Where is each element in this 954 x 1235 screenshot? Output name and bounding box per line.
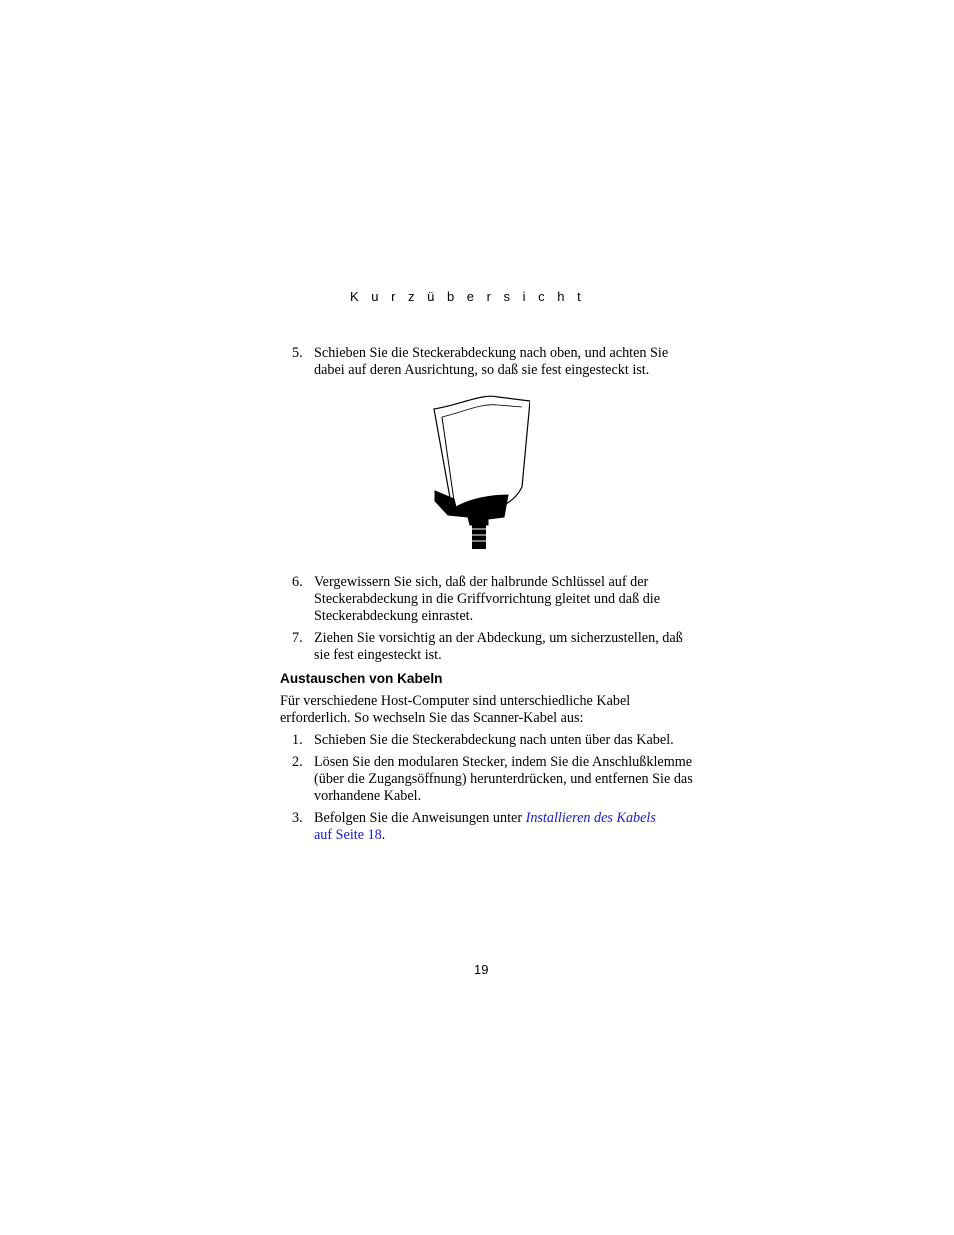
step-2 bbox=[280, 754, 700, 805]
step-text bbox=[314, 810, 700, 844]
page-content bbox=[280, 345, 700, 844]
step-5 bbox=[280, 345, 700, 379]
step-3 bbox=[280, 810, 700, 844]
step-text-before: Befolgen Sie die Anweisungen unter bbox=[314, 810, 526, 826]
step-number: 7. bbox=[292, 630, 303, 646]
step-7 bbox=[280, 630, 700, 664]
step-1 bbox=[280, 732, 700, 749]
section-heading: Austauschen von Kabeln bbox=[280, 671, 443, 686]
step-text: Lösen Sie den modularen Stecker, indem Sie die Anschlußklemme (über die Zugangsöffnung) herunterdrücken, und entfernen Sie das vorhandene Kabel. bbox=[314, 754, 693, 804]
page-number: 19 bbox=[474, 962, 489, 977]
step-text: Vergewissern Sie sich, daß der halbrunde Schlüssel auf der Steckerabdeckung in die Griffvorrichtung gleitet und daß die Steckerabdeckung einrastet. bbox=[314, 574, 661, 624]
step-6 bbox=[280, 574, 700, 625]
connector-cover-drawing bbox=[430, 395, 530, 551]
step-number: 5. bbox=[292, 345, 303, 361]
step-text: Schieben Sie die Steckerabdeckung nach unten über das Kabel. bbox=[314, 732, 674, 748]
step-number: 6. bbox=[292, 574, 303, 590]
step-number: 2. bbox=[292, 754, 303, 770]
running-header: Kurzübersicht bbox=[350, 289, 594, 304]
page-reference-link[interactable]: auf Seite 18 bbox=[314, 827, 382, 843]
step-number: 3. bbox=[292, 810, 303, 826]
install-cable-link[interactable]: Installieren des Kabels bbox=[525, 810, 656, 826]
step-text: Schieben Sie die Steckerabdeckung nach oben, und achten Sie dabei auf deren Ausrichtung, so daß sie fest eingesteckt ist. bbox=[314, 345, 669, 378]
section-intro: Für verschiedene Host-Computer sind unterschiedliche Kabel erforderlich. So wechseln Sie das Scanner-Kabel aus: bbox=[280, 693, 631, 726]
step-number: 1. bbox=[292, 732, 303, 748]
step-text: Ziehen Sie vorsichtig an der Abdeckung, um sicherzustellen, daß sie fest eingesteckt ist. bbox=[314, 630, 683, 663]
connector-cover-illustration bbox=[280, 395, 700, 555]
step-text-after: . bbox=[381, 827, 386, 843]
